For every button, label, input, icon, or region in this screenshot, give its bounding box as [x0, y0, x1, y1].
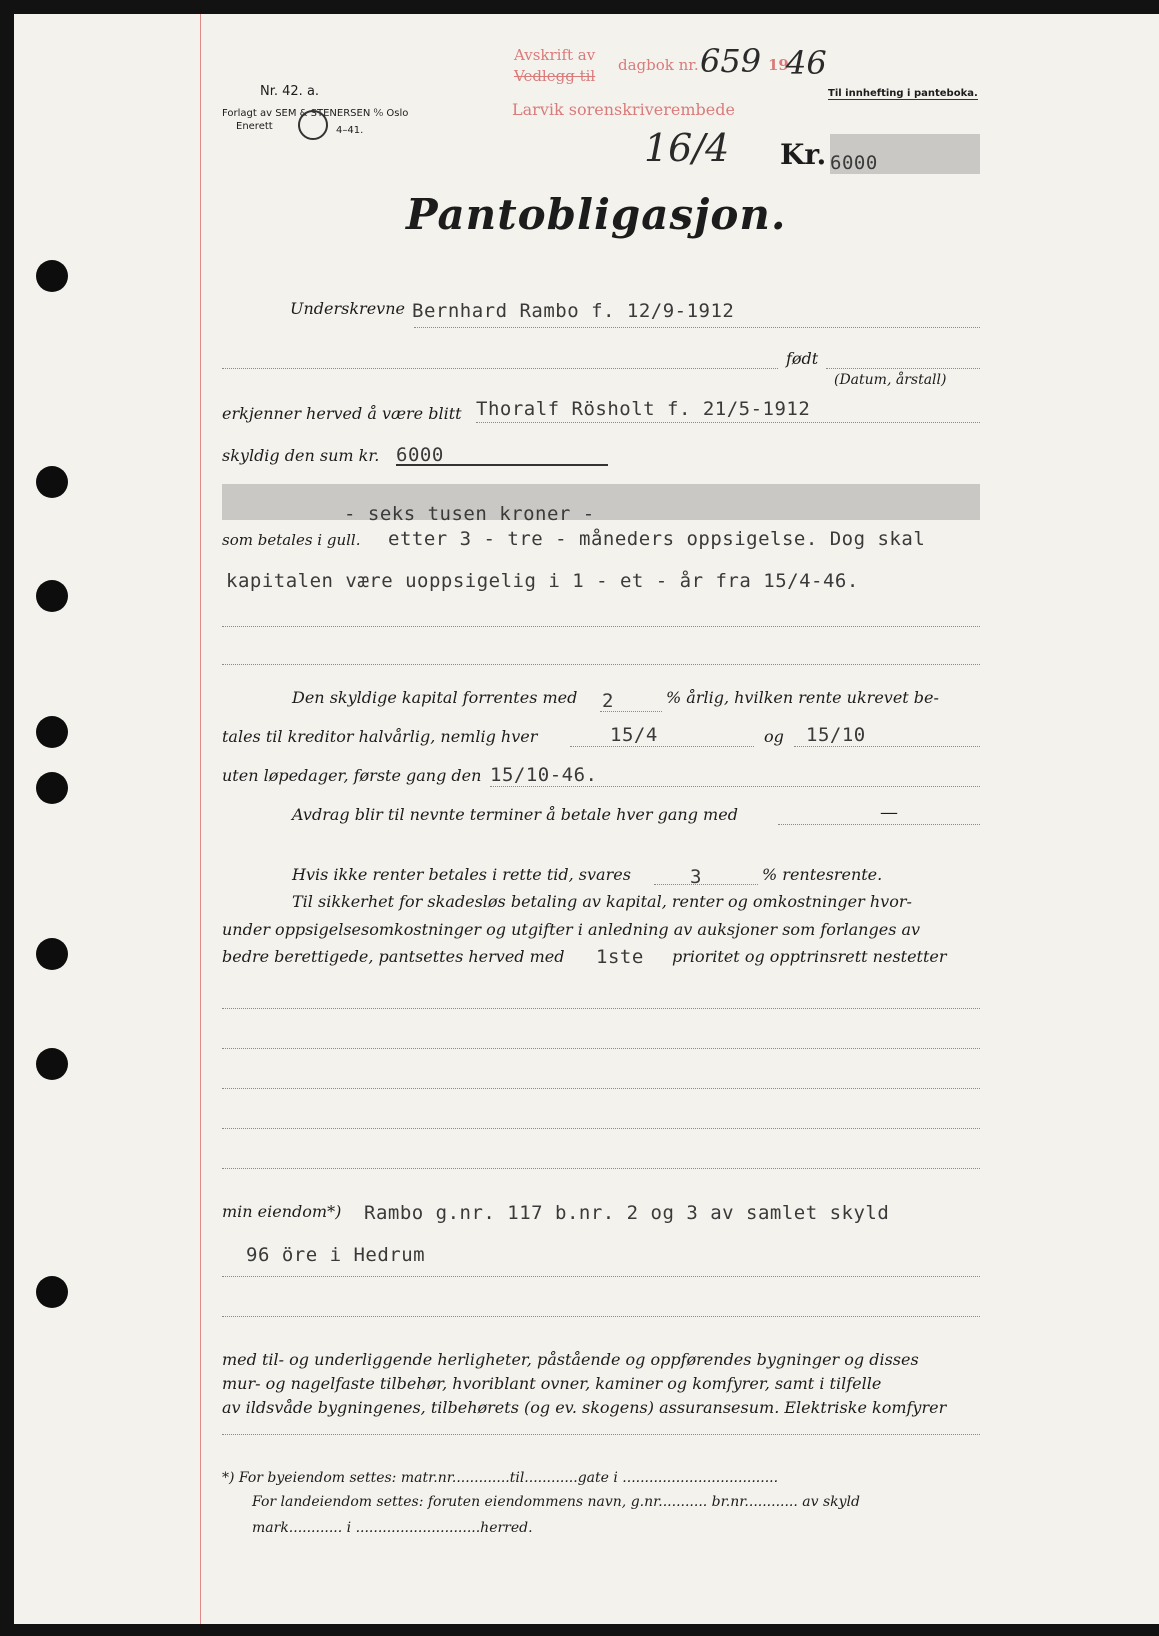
fill-line [222, 1088, 980, 1089]
amount-value: 6000 [830, 152, 878, 174]
payable-label: som betales i gull. [222, 531, 361, 549]
footnote-line-3: mark............ i ............................herred. [252, 1520, 533, 1536]
binder-hole [36, 466, 68, 498]
born-label: født [786, 349, 819, 368]
year-printed: 19 [768, 56, 789, 74]
fill-line [654, 884, 758, 885]
security-line-1: Til sikkerhet for skadesløs betaling av kapital, renter og omkostninger hvor- [292, 892, 912, 911]
acknowledge-label: erkjenner herved å være blitt [222, 404, 462, 423]
fill-line [794, 746, 980, 747]
security-line-2: under oppsigelsesomkostninger og utgifter i anledning av auksjoner som forlanges av [222, 920, 921, 939]
fill-line [222, 626, 980, 627]
binder-hole [36, 772, 68, 804]
halfyear-date-2: 15/10 [806, 724, 866, 746]
binder-hole [36, 716, 68, 748]
fill-line [490, 786, 980, 787]
stamp-copy-label: Avskrift av [514, 46, 596, 64]
fill-line [570, 746, 754, 747]
year-written: 46 [786, 44, 827, 82]
creditor-name: Thoralf Rösholt f. 21/5-1912 [476, 398, 811, 420]
interest-label-2: % årlig, hvilken rente ukrevet be- [666, 688, 939, 707]
penalty-label: Hvis ikke renter betales i rette tid, svares [292, 865, 631, 884]
publisher-logo [298, 110, 328, 140]
binder-hole [36, 1048, 68, 1080]
stamp-dagbok-label: dagbok nr. [618, 56, 699, 74]
stamp-struck-label: Vedlegg til [514, 67, 596, 85]
penalty-rate: 3 [690, 866, 702, 888]
document-page [14, 14, 1159, 1624]
terms-line-1: etter 3 - tre - måneders oppsigelse. Dog skal [388, 528, 926, 550]
fill-line [778, 824, 980, 825]
fill-line [414, 327, 980, 328]
publisher-line: Forlagt av SEM & STENERSEN ⁰⁄₀ Oslo [222, 108, 409, 119]
first-payment-label: uten løpedager, første gang den [222, 766, 482, 785]
binding-note: Til innhefting i panteboka. [828, 88, 978, 99]
priority-value: 1ste [596, 946, 644, 968]
margin-rule [200, 14, 201, 1624]
born-hint: (Datum, årstall) [834, 372, 947, 388]
fill-line [222, 664, 980, 665]
amount-words-band [222, 484, 980, 520]
owing-label: skyldig den sum kr. [222, 446, 380, 465]
form-number: Nr. 42. a. [260, 84, 320, 99]
fill-line [476, 422, 980, 423]
owing-underline [396, 464, 608, 466]
appurtenance-line-3: av ildsvåde bygningenes, tilbehørets (og ev. skogens) assuransesum. Elektriske komfyrer [222, 1398, 947, 1417]
binder-hole [36, 938, 68, 970]
fill-line [222, 1008, 980, 1009]
fill-line [222, 1276, 980, 1277]
fill-line [222, 1168, 980, 1169]
halfyear-date-1: 15/4 [610, 724, 658, 746]
halfyear-and: og [764, 727, 784, 746]
amount-in-words: - seks tusen kroner - [344, 503, 595, 525]
document-title: Pantobligasjon. [406, 190, 787, 239]
owing-amount: 6000 [396, 444, 444, 466]
binder-hole [36, 260, 68, 292]
property-line-1: Rambo g.nr. 117 b.nr. 2 og 3 av samlet skyld [364, 1202, 890, 1224]
fill-line [600, 711, 662, 712]
print-date: 4–41. [336, 125, 364, 136]
footnote-line-1: *) For byeiendom settes: matr.nr.............til............gate i ................................... [222, 1470, 779, 1486]
penalty-label-2: % rentesrente. [762, 865, 883, 884]
fill-line [222, 1316, 980, 1317]
interest-rate: 2 [602, 690, 614, 712]
fill-line [222, 368, 778, 369]
dagbok-number: 659 [700, 42, 762, 80]
fill-line [826, 368, 980, 369]
terms-line-2: kapitalen være uoppsigelig i 1 - et - år fra 15/4-46. [226, 570, 859, 592]
fill-line [222, 1434, 980, 1435]
interest-label: Den skyldige kapital forrentes med [292, 688, 578, 707]
stamp-office: Larvik sorenskriverembede [512, 100, 735, 119]
footnote-line-2: For landeiendom settes: foruten eiendommens navn, g.nr........... br.nr............ av skyld [252, 1494, 860, 1510]
security-line-3b: prioritet og opptrinsrett nestetter [672, 947, 947, 966]
binder-hole [36, 1276, 68, 1308]
property-label: min eiendom*) [222, 1202, 342, 1221]
halfyear-label: tales til kreditor halvårlig, nemlig hver [222, 727, 538, 746]
installment-value: — [880, 802, 898, 823]
amount-label: Kr. [780, 138, 827, 171]
security-line-3a: bedre berettigede, pantsettes herved med [222, 947, 565, 966]
fill-line [222, 1128, 980, 1129]
appurtenance-line-1: med til- og underliggende herligheter, påstående og oppførendes bygninger og disses [222, 1350, 919, 1369]
undersigned-label: Underskrevne [290, 299, 405, 318]
property-line-2: 96 öre i Hedrum [246, 1244, 426, 1266]
fill-line [222, 1048, 980, 1049]
appurtenance-line-2: mur- og nagelfaste tilbehør, hvoriblant ovner, kaminer og komfyrer, samt i tilfelle [222, 1374, 882, 1393]
binder-hole [36, 580, 68, 612]
installment-label: Avdrag blir til nevnte terminer å betale hver gang med [292, 805, 738, 824]
registration-date: 16/4 [644, 126, 730, 170]
first-payment-date: 15/10-46. [490, 764, 598, 786]
debtor-name: Bernhard Rambo f. 12/9-1912 [412, 300, 735, 322]
copyright-label: Enerett [236, 121, 273, 132]
